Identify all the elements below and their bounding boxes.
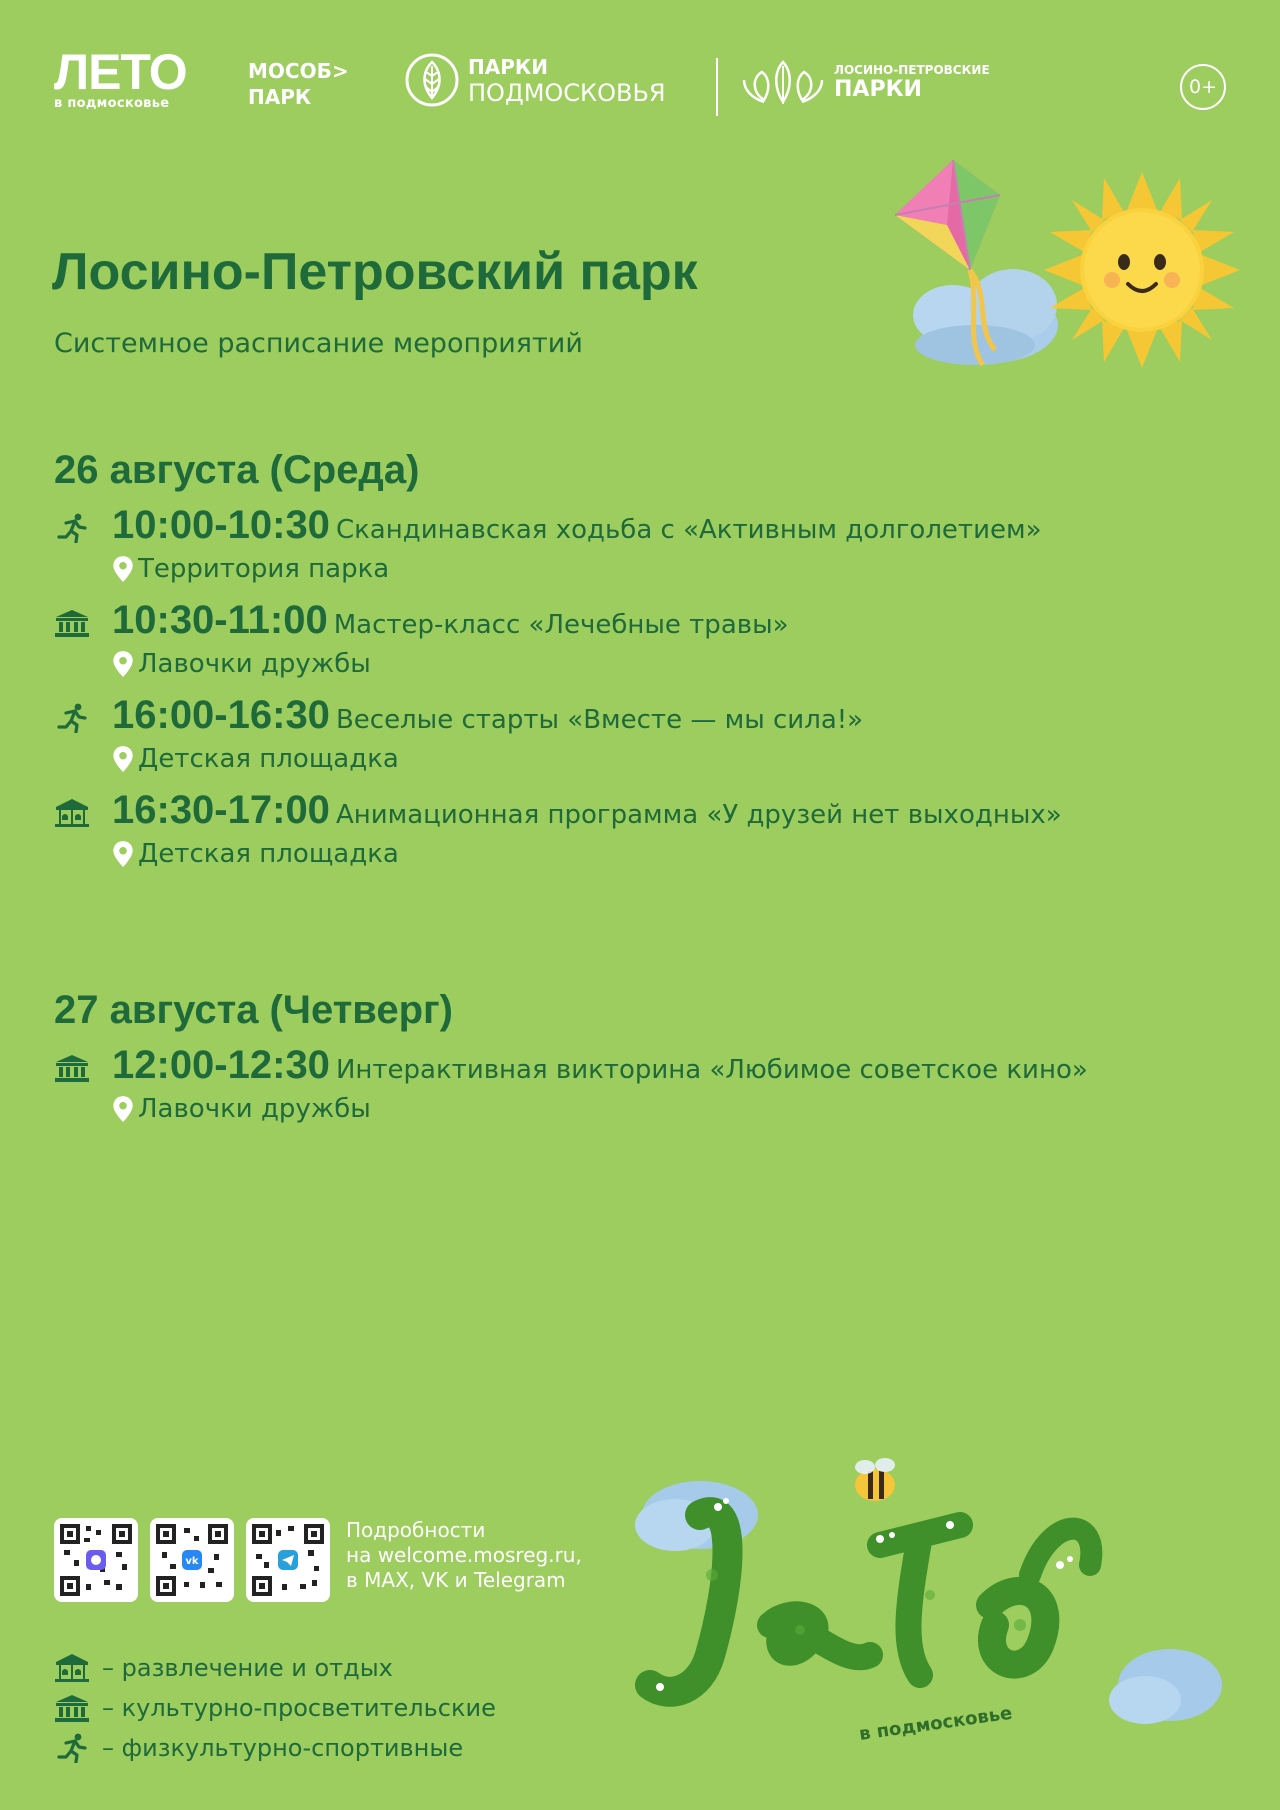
qr-caption <box>346 1518 582 1602</box>
leto-grass-lettering-illustration <box>630 1455 1230 1755</box>
sun-illustration <box>1042 170 1242 370</box>
lp-line2: ПАРКИ <box>834 77 922 102</box>
mosobl-line1: МОСОБ> <box>248 59 349 83</box>
sport-runner-icon <box>54 513 90 543</box>
leto-logo-big: ЛЕТО <box>54 44 187 100</box>
parki-podmoskovya-logo <box>404 52 666 108</box>
museum-icon <box>54 608 90 638</box>
event-item <box>54 1043 1088 1126</box>
event-item <box>54 598 1062 681</box>
qr-caption-line1: Подробности <box>346 1518 486 1542</box>
page-subtitle: Системное расписание мероприятий <box>54 328 583 359</box>
event-name: Интерактивная викторина «Любимое советское кино» <box>335 1055 1088 1085</box>
museum-icon <box>54 1693 90 1723</box>
museum-icon <box>54 1053 90 1083</box>
bee-icon <box>855 1458 895 1501</box>
qr-caption-line3: в MAX, VK и Telegram <box>346 1568 566 1592</box>
event-time: 10:30-11:00 <box>112 598 328 642</box>
day-title: 27 августа (Четверг) <box>54 988 454 1032</box>
carousel-icon <box>54 798 90 828</box>
mosobl-park-logo <box>248 58 349 110</box>
event-time: 16:30-17:00 <box>112 788 330 832</box>
legend-item <box>54 1728 496 1768</box>
location-pin-icon <box>112 745 134 773</box>
location-pin-icon <box>112 1095 134 1123</box>
event-name: Веселые старты «Вместе — мы сила!» <box>335 705 864 735</box>
location-pin-icon <box>112 650 134 678</box>
event-item <box>54 503 1062 586</box>
day-section <box>54 988 1088 1138</box>
leaf-circle-icon <box>404 52 460 108</box>
event-item <box>54 788 1062 871</box>
mosobl-line2: ПАРК <box>248 85 312 109</box>
event-item <box>54 693 1062 776</box>
legend-label: – физкультурно-спортивные <box>102 1734 464 1762</box>
svg-text:vk: vk <box>185 1556 199 1567</box>
legend <box>54 1648 496 1768</box>
qr-codes-row <box>54 1518 582 1602</box>
telegram-qr-code[interactable] <box>246 1518 330 1602</box>
max-qr-code[interactable] <box>54 1518 138 1602</box>
leaves-icon <box>740 56 826 110</box>
event-name: Скандинавская ходьба с «Активным долголетием» <box>335 515 1042 545</box>
legend-label: – культурно-просветительские <box>102 1694 496 1722</box>
parki-line1: ПАРКИ <box>468 55 548 79</box>
event-place: Детская площадка <box>138 839 399 869</box>
event-place: Территория парка <box>138 554 390 584</box>
event-name: Мастер-класс «Лечебные травы» <box>333 610 789 640</box>
carousel-icon <box>54 1653 90 1683</box>
age-rating-badge: 0+ <box>1180 64 1226 110</box>
event-place: Лавочки дружбы <box>138 649 371 679</box>
leto-logo <box>54 44 187 111</box>
legend-item <box>54 1688 496 1728</box>
legend-item <box>54 1648 496 1688</box>
header-divider <box>716 58 718 116</box>
header-logos <box>54 44 1226 120</box>
location-pin-icon <box>112 840 134 868</box>
vk-qr-code[interactable] <box>150 1518 234 1602</box>
day-section <box>54 448 1062 883</box>
losino-petrovskie-parki-logo <box>740 56 990 110</box>
leto-art-subtitle: в подмосковье <box>857 1702 1014 1745</box>
event-place: Лавочки дружбы <box>138 1094 371 1124</box>
page-title: Лосино-Петровский парк <box>52 243 698 301</box>
event-time: 16:00-16:30 <box>112 693 330 737</box>
event-time: 10:00-10:30 <box>112 503 330 547</box>
lp-line1: ЛОСИНО-ПЕТРОВСКИЕ <box>834 63 990 77</box>
event-name: Анимационная программа «У друзей нет выходных» <box>335 800 1062 830</box>
event-place: Детская площадка <box>138 744 399 774</box>
location-pin-icon <box>112 555 134 583</box>
leto-logo-small: в подмосковье <box>54 96 170 111</box>
legend-label: – развлечение и отдых <box>102 1654 393 1682</box>
parki-line2: ПОДМОСКОВЬЯ <box>468 79 666 107</box>
qr-caption-line2: на welcome.mosreg.ru, <box>346 1543 582 1567</box>
sport-runner-icon <box>54 1733 90 1763</box>
sport-runner-icon <box>54 703 90 733</box>
day-title: 26 августа (Среда) <box>54 448 420 492</box>
event-time: 12:00-12:30 <box>112 1043 330 1087</box>
